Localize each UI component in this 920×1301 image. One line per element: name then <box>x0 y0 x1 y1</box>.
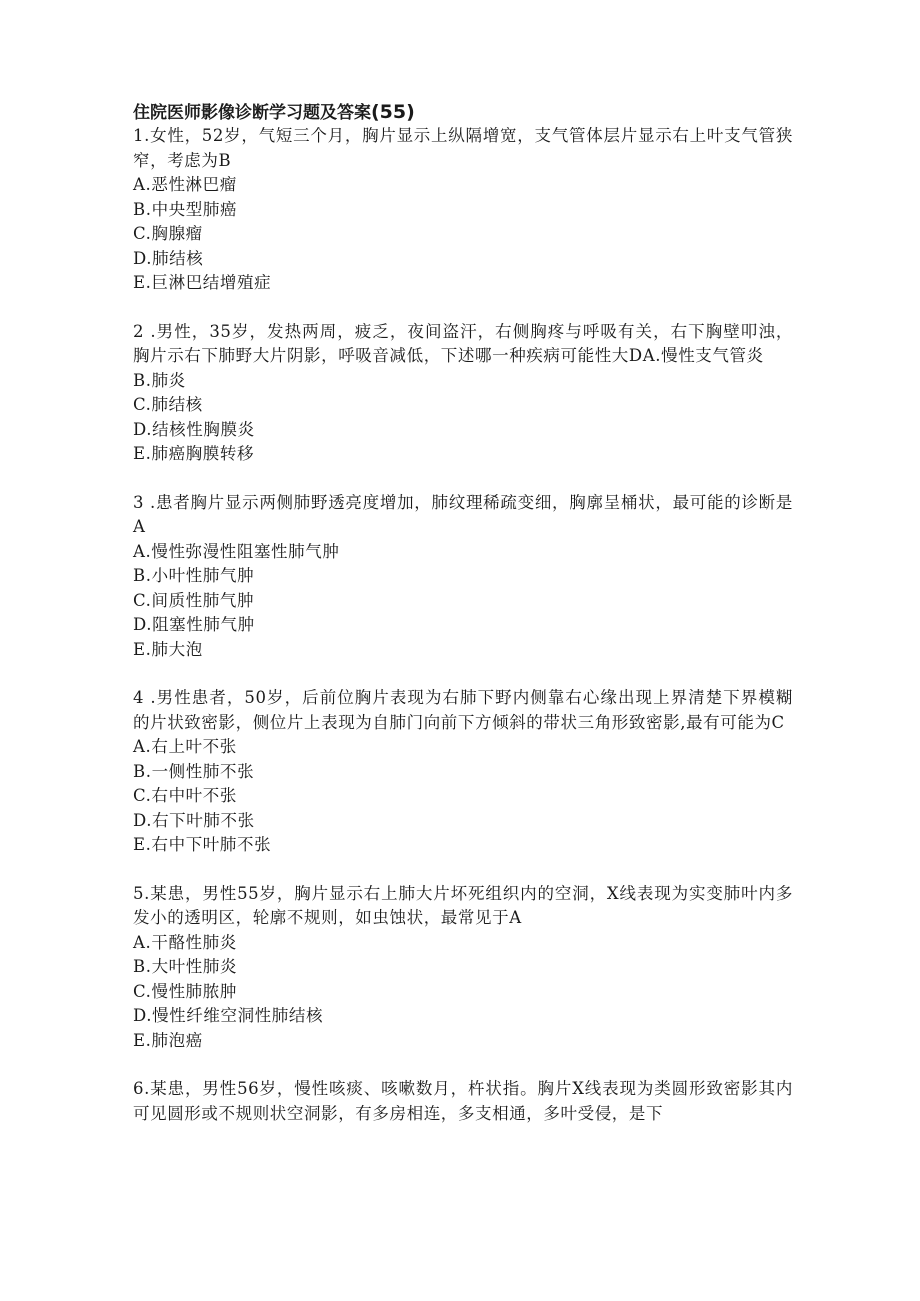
question-3 <box>133 491 793 663</box>
document-page <box>133 100 793 1126</box>
question-stem: 1.女性，52岁，气短三个月，胸片显示上纵隔增宽，支气管体层片显示右上叶支气管狭窄，考虑为B <box>133 126 793 170</box>
option-d: D.右下叶肺不张 <box>133 810 255 830</box>
option-a: A.慢性弥漫性阻塞性肺气肿 <box>133 541 340 561</box>
document-title <box>133 100 793 124</box>
title-number: (55) <box>371 101 415 123</box>
option-list <box>133 173 793 296</box>
option-c: C.间质性肺气肿 <box>133 590 255 610</box>
title-text: 住院医师影像诊断学习题及答案 <box>133 103 371 123</box>
option-e: E.肺癌胸膜转移 <box>133 444 255 463</box>
option-list <box>133 931 793 1054</box>
option-d: D.结核性胸膜炎 <box>133 419 255 439</box>
option-a: A.恶性淋巴瘤 <box>133 175 237 194</box>
option-e: E.肺泡癌 <box>133 1030 203 1050</box>
option-b: B.大叶性肺炎 <box>133 957 238 976</box>
option-a: A.干酪性肺炎 <box>133 932 237 952</box>
question-stem: 4 .男性患者，50岁，后前位胸片表现为右肺下野内侧靠右心缘出现上界清楚下界模糊的片状致密影，侧位片上表现为自肺门向前下方倾斜的带状三角形致密影,最有可能为C <box>133 688 793 732</box>
option-list <box>133 540 793 663</box>
option-c: C.肺结核 <box>133 395 203 414</box>
option-d: D.肺结核 <box>133 248 204 268</box>
question-stem: 5.某患，男性55岁，胸片显示右上肺大片坏死组织内的空洞，X线表现为实变肺叶内多发小的透明区，轮廓不规则，如虫蚀状，最常见于A <box>133 883 793 927</box>
option-c: C.右中叶不张 <box>133 786 237 805</box>
option-b: B.小叶性肺气肿 <box>133 566 255 585</box>
question-stem: 2 .男性，35岁，发热两周，疲乏，夜间盗汗，右侧胸疼与呼吸有关，右下胸壁叩浊，胸片示右下肺野大片阴影，呼吸音减低，下述哪一种疾病可能性大DA.慢性支气管炎 <box>133 321 793 365</box>
option-d: D.慢性纤维空洞性肺结核 <box>133 1006 324 1025</box>
option-e: E.巨淋巴结增殖症 <box>133 273 272 292</box>
option-b: B.一侧性肺不张 <box>133 761 255 781</box>
option-d: D.阻塞性肺气肿 <box>133 615 255 634</box>
question-6 <box>133 1077 793 1126</box>
question-stem: 6.某患，男性56岁，慢性咳痰、咳嗽数月，杵状指。胸片X线表现为类圆形致密影其内可见圆形或不规则状空洞影，有多房相连，多支相通，多叶受侵，是下 <box>133 1079 793 1123</box>
question-1 <box>133 124 793 296</box>
question-stem: 3 .患者胸片显示两侧肺野透亮度增加，肺纹理稀疏变细，胸廓呈桶状，最可能的诊断是A <box>133 492 793 536</box>
option-list <box>133 735 793 858</box>
option-list <box>133 369 793 467</box>
option-c: C.胸腺瘤 <box>133 224 203 243</box>
question-2 <box>133 320 793 467</box>
option-a: A.右上叶不张 <box>133 737 237 756</box>
question-4 <box>133 686 793 858</box>
option-b: B.中央型肺癌 <box>133 199 238 219</box>
option-e: E.肺大泡 <box>133 639 203 659</box>
option-b: B.肺炎 <box>133 370 186 390</box>
question-5 <box>133 882 793 1054</box>
option-e: E.右中下叶肺不张 <box>133 835 272 854</box>
option-c: C.慢性肺脓肿 <box>133 981 237 1001</box>
